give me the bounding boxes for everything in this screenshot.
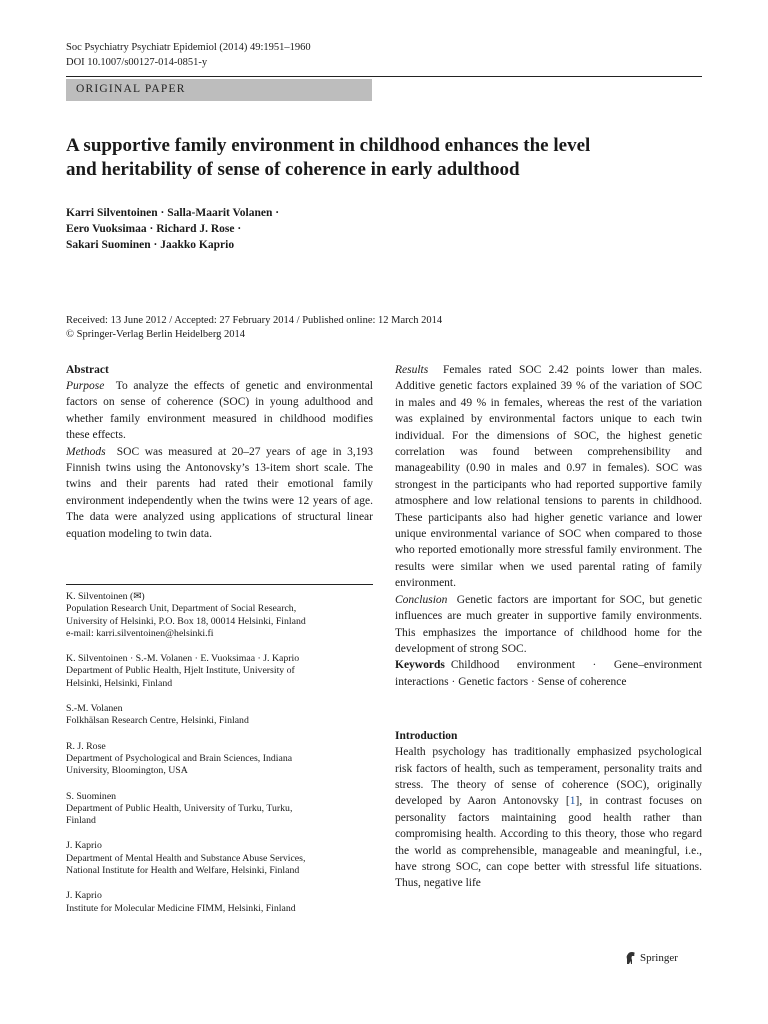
affiliation-line: Department of Psychological and Brain Sciences, Indiana xyxy=(66,752,293,764)
author-line: Karri Silventoinen · Salla-Maarit Volanen · xyxy=(66,207,280,219)
affiliation-block xyxy=(66,741,373,778)
affiliation-line: University, Bloomington, USA xyxy=(66,765,188,777)
author-line: Eero Vuoksimaa · Richard J. Rose · xyxy=(66,223,242,235)
affiliations xyxy=(66,591,373,928)
affiliation-line: Finland xyxy=(66,815,96,827)
affiliation-line: S. Suominen xyxy=(66,790,117,802)
section-banner xyxy=(66,79,372,101)
affiliation-block xyxy=(66,703,373,728)
copyright-line: © Springer-Verlag Berlin Heidelberg 2014 xyxy=(66,329,246,340)
header-rule xyxy=(66,76,702,77)
author-list xyxy=(66,205,279,253)
affiliation-line: National Institute for Health and Welfare, Helsinki, Finland xyxy=(66,865,300,877)
affiliation-block xyxy=(66,840,373,877)
title-line-2: and heritability of sense of coherence in early adulthood xyxy=(66,159,520,180)
purpose-text: To analyze the effects of genetic and environmental factors on sense of coherence (SOC) in young adulthood and whether family environment measured in childhood modifies these effects. xyxy=(66,380,374,442)
affiliation-block xyxy=(66,890,373,915)
introduction-heading: Introduction xyxy=(395,730,458,743)
affiliation-line: Population Research Unit, Department of Social Research, xyxy=(66,603,297,615)
methods-text: SOC was measured at 20–27 years of age in 3,193 Finnish twins using the Antonovsky’s 13-item short scale. The twins and their parents had rated their emotional family environment independently when the twins were 12 years of age. The data were analyzed using applications of structural linear equation modeling to twin data. xyxy=(66,445,373,540)
citation-link[interactable]: 1 xyxy=(569,795,576,808)
affiliation-line: Department of Public Health, Hjelt Institute, University of xyxy=(66,665,295,677)
abstract-purpose xyxy=(66,378,373,444)
journal-line: Soc Psychiatry Psychiatr Epidemiol (2014) 49:1951–1960 xyxy=(66,42,311,53)
section-label: ORIGINAL PAPER xyxy=(76,83,186,95)
affiliation-rule xyxy=(66,584,373,585)
title-line-1: A supportive family environment in childhood enhances the level xyxy=(66,135,591,156)
keywords-label: Keywords xyxy=(395,659,445,672)
results-label: Results xyxy=(395,364,429,376)
left-column xyxy=(66,362,373,542)
affiliation-line: K. Silventoinen (✉) xyxy=(66,591,145,602)
results-text: Females rated SOC 2.42 points lower than males. Additive genetic factors explained 39 % of the variation of SOC in males and 49 % in females, whereas the rest of the variation was explained by environmental factors unique to each twin individual. For the dimensions of SOC, the highest genetic correlation was found between comprehensibility and manageability (0.90 in males and 0.97 in females). SOC was strongest in the participants who had reported supportive family atmosphere and low relational tensions to parents in childhood. These participants also had higher genetic variance and lower unique environmental variance of SOC when compared to those who reported emotionally more stressful family environment. The results were similar when we used parental rating of family environment. xyxy=(395,364,702,590)
springer-horse-icon xyxy=(624,951,637,965)
journal-citation xyxy=(66,40,311,70)
affiliation-line: J. Kaprio xyxy=(66,840,102,852)
affiliation-block xyxy=(66,653,373,690)
abstract-heading: Abstract xyxy=(66,364,109,376)
conclusion-text: Genetic factors are important for SOC, but genetic influences are much greater in supportive family environments. This emphasizes the importance of childhood home for the development of strong SOC. xyxy=(395,593,702,655)
affiliation-line: Department of Public Health, University of Turku, Turku, xyxy=(66,802,293,814)
keywords xyxy=(395,657,702,690)
affiliation-line: S.-M. Volanen xyxy=(66,703,123,715)
conclusion-label: Conclusion xyxy=(395,593,448,606)
keywords-text: Childhood environment · Gene–environment interactions · Genetic factors · Sense of coherence xyxy=(395,659,702,688)
affiliation-line: Institute for Molecular Medicine FIMM, Helsinki, Finland xyxy=(66,902,296,914)
article-title xyxy=(66,134,706,182)
intro-text: ], in contrast focuses on personality factors maintaining good health rather than compromising health. According to this theory, those who regard the world as comprehensible, manageable and meaningful, i.e., have strong SOC, can cope better with stressful life situations. Thus, negative life xyxy=(395,795,702,890)
publisher-name: Springer xyxy=(640,952,678,964)
publication-history xyxy=(66,314,442,342)
affiliation-line: Helsinki, Helsinki, Finland xyxy=(66,677,173,689)
affiliation-line: R. J. Rose xyxy=(66,740,106,752)
methods-label: Methods xyxy=(66,445,106,458)
abstract-methods xyxy=(66,444,373,542)
email-link[interactable]: e-mail: karri.silventoinen@helsinki.fi xyxy=(66,627,214,639)
introduction-paragraph xyxy=(395,744,702,892)
affiliation-line: K. Silventoinen · S.-M. Volanen · E. Vuoksimaa · J. Kaprio xyxy=(66,653,300,665)
affiliation-line: University of Helsinki, P.O. Box 18, 00014 Helsinki, Finland xyxy=(66,615,306,627)
abstract-conclusion xyxy=(395,592,702,658)
history-dates: Received: 13 June 2012 / Accepted: 27 February 2014 / Published online: 12 March 2014 xyxy=(66,315,443,326)
affiliation-line: Department of Mental Health and Substance Abuse Services, xyxy=(66,852,306,864)
affiliation-block xyxy=(66,791,373,828)
right-column xyxy=(395,362,702,892)
publisher-footer xyxy=(624,951,678,965)
author-line: Sakari Suominen · Jaakko Kaprio xyxy=(66,239,235,251)
affiliation-line: Folkhälsan Research Centre, Helsinki, Finland xyxy=(66,715,249,727)
affiliation-line: J. Kaprio xyxy=(66,890,102,902)
intro-text: Health psychology has traditionally emphasized psychological risk factors of health, such as temperament, personality traits and stress. The theory of sense of coherence (SOC), originally developed by Aaron Antonovsky [ xyxy=(395,746,702,808)
doi-line[interactable]: DOI 10.1007/s00127-014-0851-y xyxy=(66,57,208,68)
affiliation-block xyxy=(66,591,373,640)
abstract-results xyxy=(395,362,702,592)
purpose-label: Purpose xyxy=(66,380,105,392)
